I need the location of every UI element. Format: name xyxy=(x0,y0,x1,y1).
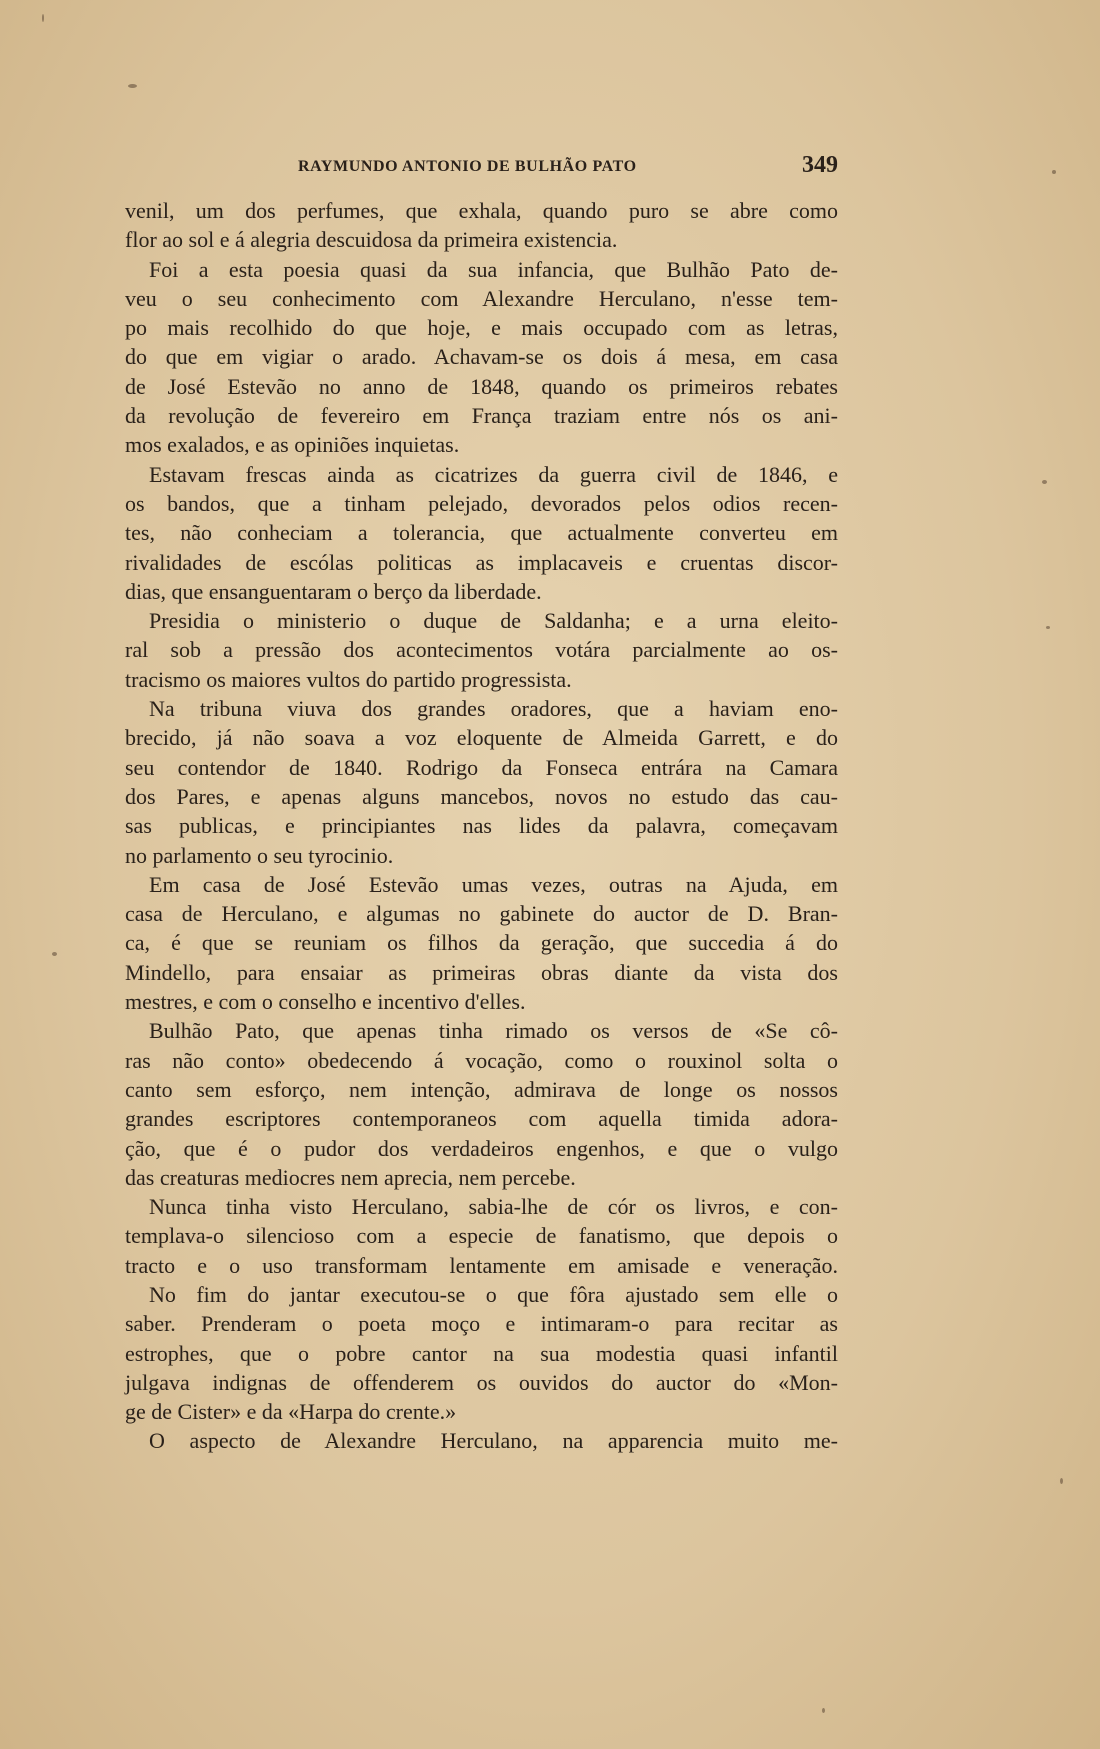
text-line: tes, não conheciam a tolerancia, que actualmente converteu em xyxy=(125,520,838,546)
paper-speck xyxy=(1060,1478,1063,1484)
text-line: brecido, já não soava a voz eloquente de Almeida Garrett, e do xyxy=(125,725,838,751)
paper-speck xyxy=(822,1708,825,1713)
text-line: das creaturas mediocres nem aprecia, nem percebe. xyxy=(125,1164,576,1190)
text-line: ras não conto» obedecendo á vocação, como o rouxinol solta o xyxy=(125,1047,838,1073)
text-line: flor ao sol e á alegria descuidosa da primeira existencia. xyxy=(125,227,618,253)
text-line: dias, que ensanguentaram o berço da liberdade. xyxy=(125,578,542,604)
text-line: ge de Cister» e da «Harpa do crente.» xyxy=(125,1399,457,1425)
text-line: no parlamento o seu tyrocinio. xyxy=(125,842,394,868)
text-line: canto sem esforço, nem intenção, admirava de longe os nossos xyxy=(125,1076,838,1102)
text-line: tracismo os maiores vultos do partido progressista. xyxy=(125,666,572,692)
text-line: do que em vigiar o arado. Achavam-se os dois á mesa, em casa xyxy=(125,344,838,370)
page-header xyxy=(125,152,838,188)
paper-speck xyxy=(52,952,57,956)
text-line: Presidia o ministerio o duque de Saldanha; e a urna eleito- xyxy=(149,608,838,634)
text-line: os bandos, que a tinham pelejado, devorados pelos odios recen- xyxy=(125,490,838,516)
text-line: saber. Prenderam o poeta moço e intimaram-o para recitar as xyxy=(125,1311,838,1337)
text-line: ca, é que se reuniam os filhos da geração, que succedia á do xyxy=(125,930,838,956)
text-line: Foi a esta poesia quasi da sua infancia, que Bulhão Pato de- xyxy=(149,256,838,282)
text-line: ção, que é o pudor dos verdadeiros engenhos, e que o vulgo xyxy=(125,1135,838,1161)
text-line: po mais recolhido do que hoje, e mais occupado com as letras, xyxy=(125,315,838,341)
text-line: sas publicas, e principiantes nas lides da palavra, começavam xyxy=(125,813,838,839)
text-line: Em casa de José Estevão umas vezes, outras na Ajuda, em xyxy=(149,871,838,897)
running-title: RAYMUNDO ANTONIO DE BULHÃO PATO xyxy=(298,158,637,175)
text-line: Estavam frescas ainda as cicatrizes da guerra civil de 1846, e xyxy=(149,461,838,487)
text-line: rivalidades de escólas politicas as implacaveis e cruentas discor- xyxy=(125,549,838,575)
paper-speck xyxy=(1042,480,1047,484)
text-line: tracto e o uso transformam lentamente em amisade e veneração. xyxy=(125,1252,838,1278)
text-line: mestres, e com o conselho e incentivo d'elles. xyxy=(125,989,526,1015)
text-line: ral sob a pressão dos acontecimentos votára parcialmente ao os- xyxy=(125,637,838,663)
text-line: Bulhão Pato, que apenas tinha rimado os versos de «Se cô- xyxy=(149,1018,838,1044)
text-line: templava-o silencioso com a especie de fanatismo, que depois o xyxy=(125,1223,838,1249)
text-line: Nunca tinha visto Herculano, sabia-lhe de cór os livros, e con- xyxy=(149,1194,838,1220)
paper-speck xyxy=(128,84,137,88)
text-line: casa de Herculano, e algumas no gabinete do auctor de D. Bran- xyxy=(125,901,838,927)
text-line: Na tribuna viuva dos grandes oradores, que a haviam eno- xyxy=(149,696,838,722)
text-line: venil, um dos perfumes, que exhala, quando puro se abre como xyxy=(125,198,838,223)
text-line: julgava indignas de offenderem os ouvidos do auctor do «Mon- xyxy=(125,1369,838,1395)
text-line: veu o seu conhecimento com Alexandre Herculano, n'esse tem- xyxy=(125,285,838,311)
paper-speck xyxy=(1052,170,1056,174)
text-line: Mindello, para ensaiar as primeiras obras diante da vista dos xyxy=(125,959,838,985)
text-line: seu contendor de 1840. Rodrigo da Fonseca entrára na Camara xyxy=(125,754,838,780)
text-line: mos exalados, e as opiniões inquietas. xyxy=(125,432,460,458)
text-line: grandes escriptores contemporaneos com aquella timida adora- xyxy=(125,1106,838,1132)
paper-speck xyxy=(1046,626,1050,629)
text-line: No fim do jantar executou-se o que fôra ajustado sem elle o xyxy=(149,1281,838,1307)
text-line: estrophes, que o pobre cantor na sua modestia quasi infantil xyxy=(125,1340,838,1366)
text-line: O aspecto de Alexandre Herculano, na apparencia muito me- xyxy=(149,1428,838,1454)
paper-speck xyxy=(42,14,44,22)
page-number: 349 xyxy=(802,152,838,178)
text-line: da revolução de fevereiro em França traziam entre nós os ani- xyxy=(125,403,838,429)
text-line: de José Estevão no anno de 1848, quando os primeiros rebates xyxy=(125,373,838,399)
text-line: dos Pares, e apenas alguns mancebos, novos no estudo das cau- xyxy=(125,783,838,809)
body-text xyxy=(125,196,838,1456)
